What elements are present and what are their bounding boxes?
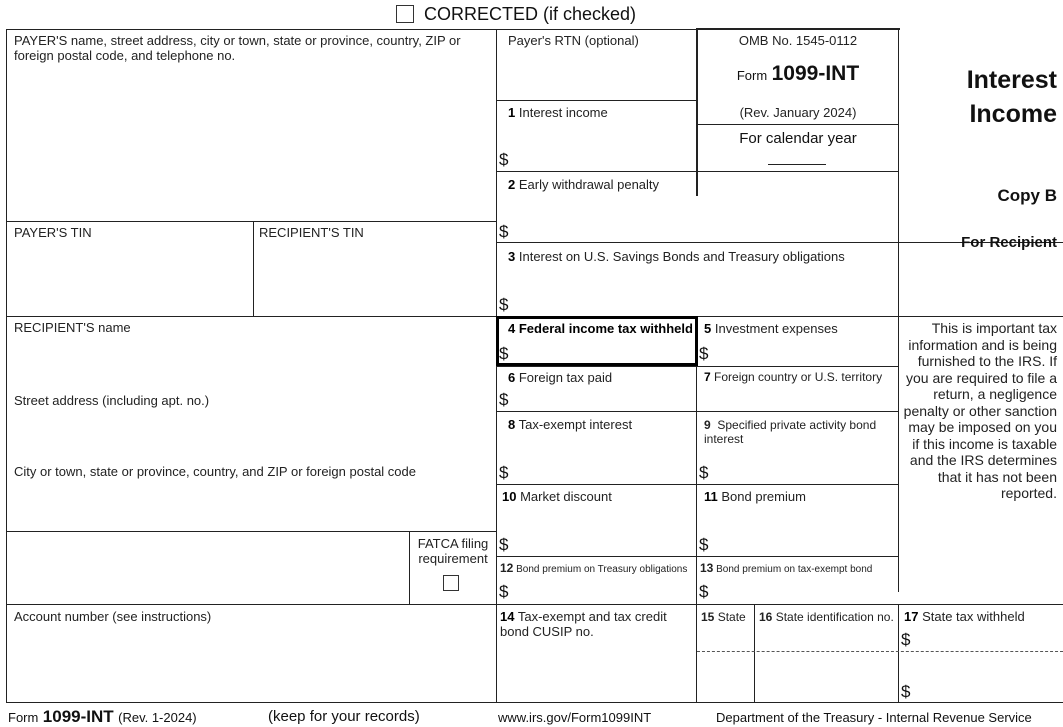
box12-text: Bond premium on Treasury obligations	[516, 564, 688, 575]
box4-number: 4	[508, 321, 516, 336]
calendar-year-label: For calendar year	[739, 130, 857, 147]
box1-bottom-line	[496, 171, 898, 172]
tin-bottom-line	[6, 316, 496, 317]
box8-label	[508, 417, 632, 432]
box3-text: Interest on U.S. Savings Bonds and Treasury obligations	[518, 249, 845, 264]
street-address-label: Street address (including apt. no.)	[14, 393, 210, 408]
box12-dollar: $	[499, 582, 509, 601]
box10-label	[502, 489, 612, 504]
box5-number: 5	[704, 321, 712, 336]
state-row-dashed	[697, 651, 1063, 652]
calendar-year-blank	[768, 164, 826, 165]
fatca-bottom-line	[6, 604, 1063, 605]
footer-form-id	[8, 707, 197, 727]
box5-label	[704, 321, 838, 336]
box17-text: State tax withheld	[922, 609, 1025, 624]
revision-label: (Rev. January 2024)	[739, 105, 857, 120]
box16-number: 16	[759, 610, 773, 624]
box15-label	[701, 610, 746, 624]
payer-tin-label: PAYER'S TIN	[14, 225, 92, 240]
box6-number: 6	[508, 370, 516, 385]
box7-number: 7	[704, 370, 711, 384]
box5-dollar: $	[699, 344, 709, 363]
recipient-name-label: RECIPIENT'S name	[14, 320, 131, 335]
fatca-divider	[409, 531, 410, 604]
corrected-checkbox[interactable]	[396, 5, 414, 23]
footer-dept: Department of the Treasury - Internal Revenue Service	[716, 710, 1032, 725]
box16-label	[759, 610, 894, 624]
box16-text: State identification no.	[775, 610, 894, 624]
box3-dollar: $	[499, 295, 509, 314]
fatca-label: FATCA filing requirement	[417, 536, 489, 566]
box11-label	[704, 489, 806, 504]
box8-dollar: $	[499, 463, 509, 482]
right-panel-divider	[898, 29, 899, 592]
form-bottom-border	[6, 702, 1063, 703]
box15-number: 15	[701, 610, 715, 624]
form-number: 1099-INT	[771, 62, 860, 85]
box17-label	[904, 609, 1025, 624]
tin-divider	[253, 221, 254, 316]
box11-text: Bond premium	[721, 489, 806, 504]
form-title-interest: Interest	[966, 66, 1057, 94]
box4-label	[508, 321, 693, 336]
box17-dollar-1: $	[901, 630, 911, 649]
form-title-block	[698, 62, 898, 86]
box12-number: 12	[500, 561, 514, 575]
box14-label	[500, 609, 694, 639]
footer-url[interactable]: www.irs.gov/Form1099INT	[498, 710, 652, 725]
footer-rev: (Rev. 1-2024)	[118, 710, 197, 725]
rtn-label: Payer's RTN (optional)	[508, 33, 639, 48]
omb-row-line	[697, 124, 898, 125]
middle-divider-lower	[696, 316, 697, 702]
box6-dollar: $	[499, 390, 509, 409]
box10-dollar: $	[499, 535, 509, 554]
box9-text: Specified private activity bond interest	[704, 418, 877, 446]
top-border-right	[696, 28, 900, 30]
box14-number: 14	[500, 609, 515, 624]
footer-form-prefix: Form	[8, 710, 39, 725]
box6-text: Foreign tax paid	[518, 370, 613, 385]
box15-divider	[754, 604, 755, 702]
box8-row-bottom	[496, 484, 898, 485]
city-label: City or town, state or province, country, and ZIP or foreign postal code	[14, 464, 416, 479]
box9-dollar: $	[699, 463, 709, 482]
payer-tin-field[interactable]	[8, 243, 251, 313]
for-recipient-label: For Recipient	[961, 234, 1057, 251]
box1-label	[508, 105, 608, 120]
box4-row-bottom	[496, 366, 898, 367]
box13-number: 13	[700, 561, 714, 575]
box6-label	[508, 370, 612, 385]
form-left-border	[6, 29, 7, 702]
box9-label	[704, 418, 896, 446]
box11-number: 11	[704, 489, 718, 504]
payer-name-field[interactable]	[8, 66, 494, 218]
box2-dollar: $	[499, 222, 509, 241]
payer-bottom-line	[6, 221, 496, 222]
box2-text: Early withdrawal penalty	[518, 177, 660, 192]
fatca-checkbox[interactable]	[443, 575, 459, 591]
box13-text: Bond premium on tax-exempt bond	[716, 564, 873, 575]
box4-dollar: $	[499, 344, 509, 363]
omb-number: OMB No. 1545-0112	[738, 33, 858, 48]
important-notice: This is important tax information and is being furnished to the IRS. If you are required to file a return, a negligence penalty or other sanction may be imposed on you if this income is taxable and the IRS determines that it has not been reported.	[903, 320, 1057, 501]
box7-text: Foreign country or U.S. territory	[714, 370, 883, 384]
box1-number: 1	[508, 105, 516, 120]
top-border-left	[6, 29, 698, 30]
box10-number: 10	[502, 489, 517, 504]
box12-row-bottom	[496, 556, 898, 557]
recipient-bottom-line	[6, 531, 496, 532]
box6-row-bottom	[496, 411, 898, 412]
box17-divider	[898, 604, 899, 702]
box12-label	[500, 562, 687, 576]
box13-dollar: $	[699, 582, 709, 601]
box13-label	[700, 562, 872, 576]
form-title-income: Income	[969, 100, 1057, 128]
box10-text: Market discount	[520, 489, 612, 504]
account-number-label: Account number (see instructions)	[14, 609, 212, 624]
box11-dollar: $	[699, 535, 709, 554]
box1-text: Interest income	[518, 105, 608, 120]
rtn-bottom-line	[496, 100, 698, 101]
box2-number: 2	[508, 177, 516, 192]
footer-form-number: 1099-INT	[42, 707, 114, 726]
box2-label	[508, 177, 659, 192]
box7-label	[704, 370, 882, 385]
copy-label: Copy B	[997, 186, 1057, 205]
box17-dollar-2: $	[901, 682, 911, 701]
box14-text: Tax-exempt and tax credit bond CUSIP no.	[500, 609, 667, 639]
footer-keep: (keep for your records)	[268, 708, 420, 725]
box9-number: 9	[704, 418, 711, 432]
box1-dollar: $	[499, 150, 509, 169]
payer-name-label: PAYER'S name, street address, city or town, state or province, country, ZIP or foreign postal code, and telephone no.	[14, 33, 461, 63]
box8-number: 8	[508, 417, 516, 432]
box8-text: Tax-exempt interest	[518, 417, 633, 432]
recipient-tin-field[interactable]	[255, 243, 494, 313]
recipient-tin-label: RECIPIENT'S TIN	[259, 225, 364, 240]
form-prefix: Form	[736, 68, 768, 83]
box5-text: Investment expenses	[714, 321, 838, 336]
corrected-label: CORRECTED (if checked)	[424, 4, 637, 24]
box15-text: State	[717, 610, 746, 624]
box17-number: 17	[904, 609, 919, 624]
box3-number: 3	[508, 249, 516, 264]
box4-text: Federal income tax withheld	[518, 321, 693, 336]
box3-label	[508, 249, 845, 264]
